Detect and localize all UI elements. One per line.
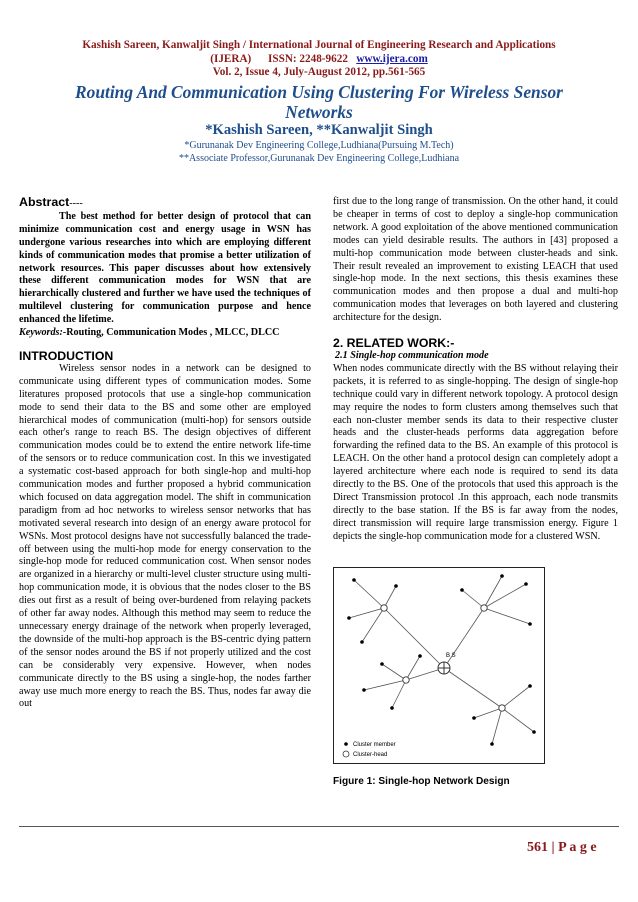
journal-website-link[interactable]: www.ijera.com	[356, 52, 428, 65]
intro-heading: INTRODUCTION	[19, 348, 114, 363]
abstract-body: The best method for better design of protocol that can minimize communication cost and energy usage in WSN has undergone various researches into which are employing different kinds of communication modes that promise a better utilization of network resources. This paper discusses about how extensively these different communication modes for WSN that are hierarchically clustered and further we have used the techniques of multilevel clustering for communication purpose and hence enhanced the lifetime.	[19, 210, 311, 326]
footer-divider	[19, 826, 619, 827]
journal-header	[0, 39, 638, 80]
bs-label: B S	[446, 653, 456, 659]
left-column	[19, 196, 311, 711]
base-station-icon	[438, 662, 450, 674]
legend-member-label: Cluster member	[353, 742, 396, 748]
right-column	[333, 196, 618, 544]
right-top-body: first due to the long range of transmission. On the other hand, it could be cheaper in terms of cost to deploy a single-hop communication network. A good exploitation of the above mentioned communication modes can yield desirable results. The authors in [43] proposed a multi-hop communication mode between cluster-heads and sink. Their result revealed an improvement to existing LEACH that used single-hop mode. In the next sections, this thesis examines these communication modes and then propose a dual and multi-hop communication modes that leverages on both layered and clustering architecture for the design.	[333, 196, 618, 324]
affiliation-2: **Associate Professor,Gurunanak Dev Engineering College,Ludhiana	[178, 153, 460, 164]
journal-line-2	[0, 53, 638, 67]
paper-title	[0, 82, 638, 122]
intro-body: Wireless sensor nodes in a network can be designed to communicate using different types of communication modes. Some literatures proposed protocols that use a single-hop communication mode to send their data to the BS and some other are employed hierarchical modes of communication (multi-hop) for sensors outside each other's range to reach BS. The design objectives of different communication modes could be to extend the entire network life-time of the sensors or to reduce communication cost. In this we investigated a systematic cost-based approach for both single-hop and multi-hop communication modes and further proposed a hybrid communication which focused on data aggregation model. The shift in communication paradigm from ad hoc networks to wireless sensor networks that has motivated several research into design of an energy aware protocol for WSNs. Most protocol designs have not successfully balanced the trade-off between using the multi-hop mode for energy conservation to the single-hop mode for reduced communication cost. When sensor nodes are organized in a hierarchy or multi-level cluster structure using multi-hop communication mode, it is obvious that the nodes closer to the BS dies out first as a result of being over-burdened from relaying packets of other far away nodes. Although this method may seem to reduce the unnecessary energy drainage of the network when properly leveraged, the downside of the multi-hop approach is the BS-centric dying pattern of the sensor nodes around the BS if not properly utilized and the cost can be considerably very expensive. However, when nodes communicate directly to the BS using a single-hop, the nodes farther away use much more energy to reach the BS. Thus, nodes far away die out	[19, 362, 311, 710]
keywords-label: Keywords:-	[19, 327, 67, 339]
figure-1-caption: Figure 1: Single-hop Network Design	[333, 776, 510, 787]
legend-head-symbol	[343, 751, 349, 757]
cluster-head-nodes	[381, 605, 505, 711]
journal-issn: (IJERA) ISSN: 2248-9622	[210, 52, 357, 65]
paper-title-line-2: Networks	[285, 102, 353, 122]
related-subheading: 2.1 Single-hop communication mode	[335, 349, 489, 361]
paper-title-line-1: Routing And Communication Using Clustering For Wireless Sensor	[75, 82, 563, 102]
legend-member-symbol	[344, 742, 348, 746]
related-heading: 2. RELATED WORK:-	[333, 336, 455, 351]
legend-head-label: Cluster-head	[353, 752, 388, 758]
figure-1	[333, 567, 545, 764]
keywords-text: Routing, Communication Modes , MLCC, DLCC	[66, 327, 280, 339]
keywords	[19, 327, 311, 340]
journal-line-3: Vol. 2, Issue 4, July-August 2012, pp.561-565	[212, 66, 426, 78]
journal-line-1: Kashish Sareen, Kanwaljit Singh / International Journal of Engineering Research and Applications	[82, 39, 556, 51]
page-number: 561 | P a g e	[527, 840, 597, 855]
network-diagram	[334, 568, 544, 763]
paper-authors: *Kashish Sareen, **Kanwaljit Singh	[205, 122, 433, 138]
related-body: When nodes communicate directly with the BS without relaying their packets, it is referred to as single-hopping. The design of single-hop technique could vary in different network topology. A protocol design may require the nodes to form clusters among themselves such that each non-cluster member sends its data to their respective cluster heads and the cluster-heads performs data aggregation before forwarding the refined data to the BS. An example of this protocol is LEACH. On the other hand a protocol design can completely adopt a layered architecture where each node is required to send its data directly to the BS. One of the protocols that used this approach is the Direct Transmission protocol .In this approach, each node transmits directly to the base station. If the BS is far away from the nodes, direct transmission will require large transmission energy. Figure 1 depicts the single-hop communication mode for a clustered WSN.	[333, 362, 618, 542]
affiliation-1: *Gurunanak Dev Engineering College,Ludhiana(Pursuing M.Tech)	[184, 140, 454, 151]
abstract-title: Abstract	[19, 195, 70, 209]
abstract-heading	[19, 196, 311, 211]
abstract-dashes: ----	[69, 198, 83, 209]
